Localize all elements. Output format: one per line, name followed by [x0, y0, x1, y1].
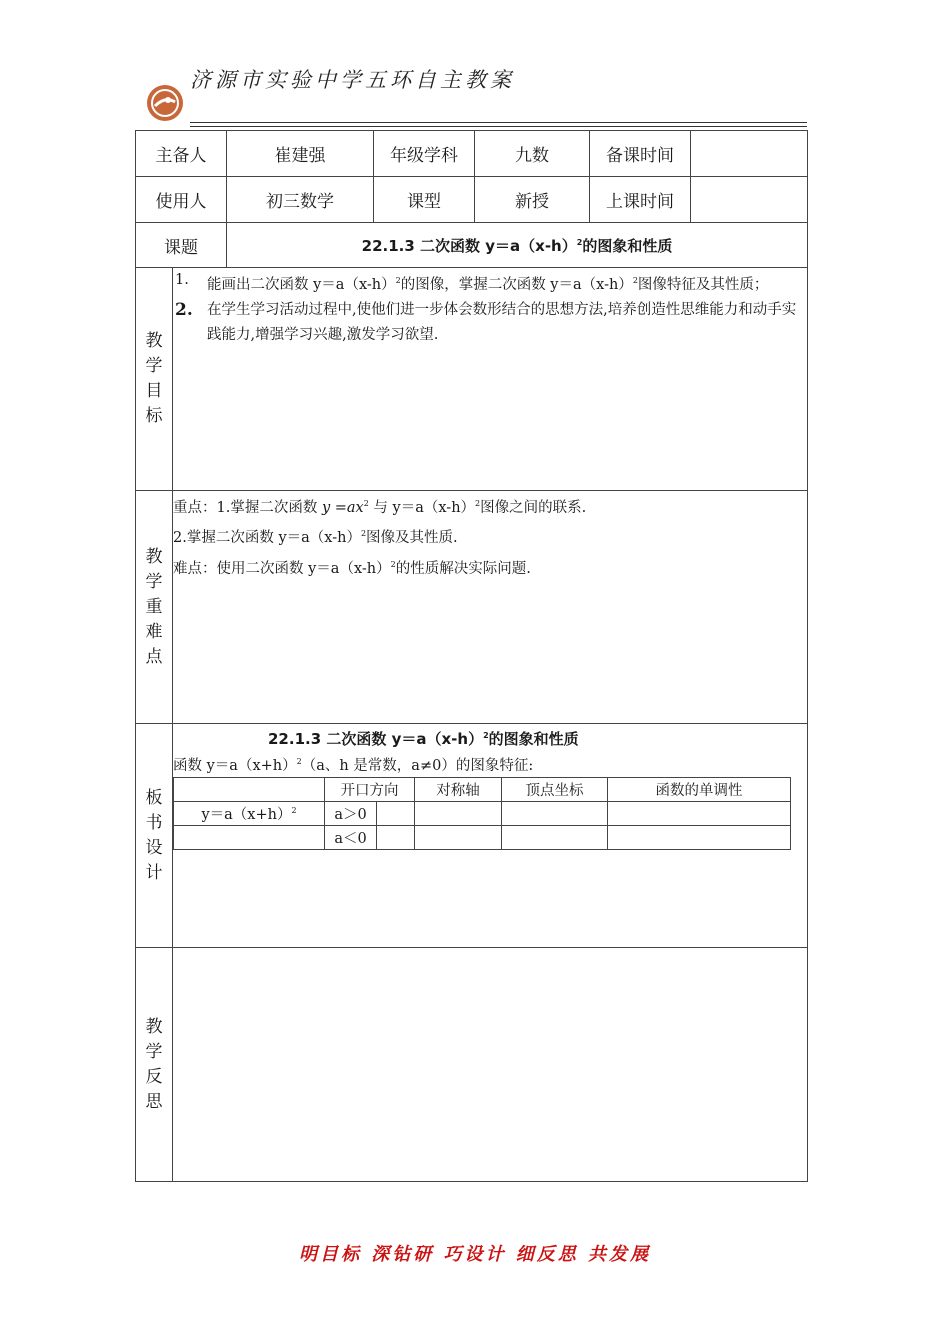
grade-subject-label: 年级学科 [374, 131, 475, 177]
school-title: 济源市实验中学五环自主教案 [190, 68, 515, 92]
lesson-plan-table [135, 130, 808, 1182]
table-cell[interactable] [608, 825, 791, 849]
board-title: 22.1.3 二次函数 $y=a(x-h)^2$的图象和性质 [268, 730, 579, 748]
objectives-content [173, 268, 808, 491]
class-time-label: 上课时间 [590, 177, 691, 223]
prep-time-value[interactable] [691, 131, 808, 177]
board-design-label: 板 书 设 计 [136, 724, 173, 948]
key-points-label: 教 学 重 难 点 [136, 491, 173, 724]
key-point-line: 重点：1.掌握二次函数 $y =ax^2$ 与 $y=a(x-h)^2$图像之间的联系. [173, 499, 587, 516]
function-cell: $y=a(x+h)^2$ [174, 801, 325, 825]
topic-title: 22.1.3 二次函数 $y=a(x-h)^2$的图象和性质 [227, 223, 808, 268]
header-rule [190, 122, 807, 123]
table-cell[interactable] [377, 825, 415, 849]
footer-motto: 明目标 深钻研 巧设计 细反思 共发展 [298, 1244, 652, 1265]
user-label: 使用人 [136, 177, 227, 223]
reflection-label: 教 学 反 思 [136, 948, 173, 1182]
key-points-content [173, 491, 808, 724]
key-point-line: 2.掌握二次函数 $y=a(x-h)^2$图像及其性质. [173, 529, 458, 547]
table-cell[interactable] [415, 801, 502, 825]
difficulty-line: 难点：使用二次函数 $y=a(x-h)^2$的性质解决实际问题. [173, 559, 531, 577]
header-opening-direction: 开口方向 [325, 777, 415, 801]
header-rule-2 [190, 126, 807, 127]
table-cell[interactable] [415, 825, 502, 849]
case-negative: a＜0 [325, 825, 377, 849]
table-cell[interactable] [608, 801, 791, 825]
table-cell [174, 825, 325, 849]
header-vertex: 顶点坐标 [502, 777, 608, 801]
properties-table [173, 777, 791, 850]
lesson-type-label: 课型 [374, 177, 475, 223]
table-cell[interactable] [502, 801, 608, 825]
board-description: 函数 $y=a(x+h)^2(a$、h 是常数，a≠0）的图象特征: [173, 757, 534, 774]
school-logo-icon [146, 84, 184, 122]
header-axis: 对称轴 [415, 777, 502, 801]
case-positive: a＞0 [325, 801, 377, 825]
empty-header-cell [174, 777, 325, 801]
board-design-content [173, 724, 808, 948]
user-value: 初三数学 [227, 177, 374, 223]
table-cell[interactable] [377, 801, 415, 825]
grade-subject-value: 九数 [475, 131, 590, 177]
class-time-value[interactable] [691, 177, 808, 223]
objectives-label: 教 学 目 标 [136, 268, 173, 491]
objective-item: 1. 能画出二次函数 $y=a(x-h)^2$的图像，掌握二次函数 $y=a(x-h)^2$图像特征及其性质； [175, 272, 769, 293]
table-cell[interactable] [502, 825, 608, 849]
objective-item: 2. 在学生学习活动过程中,使他们进一步体会数形结合的思想方法,培养创造性思维能力和动手实践能力,增强学习兴趣,激发学习欲望. [175, 299, 797, 343]
preparer-label: 主备人 [136, 131, 227, 177]
prep-time-label: 备课时间 [590, 131, 691, 177]
topic-label: 课题 [136, 223, 227, 268]
header-monotonicity: 函数的单调性 [608, 777, 791, 801]
reflection-content[interactable] [173, 948, 808, 1182]
preparer-value: 崔建强 [227, 131, 374, 177]
lesson-type-value: 新授 [475, 177, 590, 223]
